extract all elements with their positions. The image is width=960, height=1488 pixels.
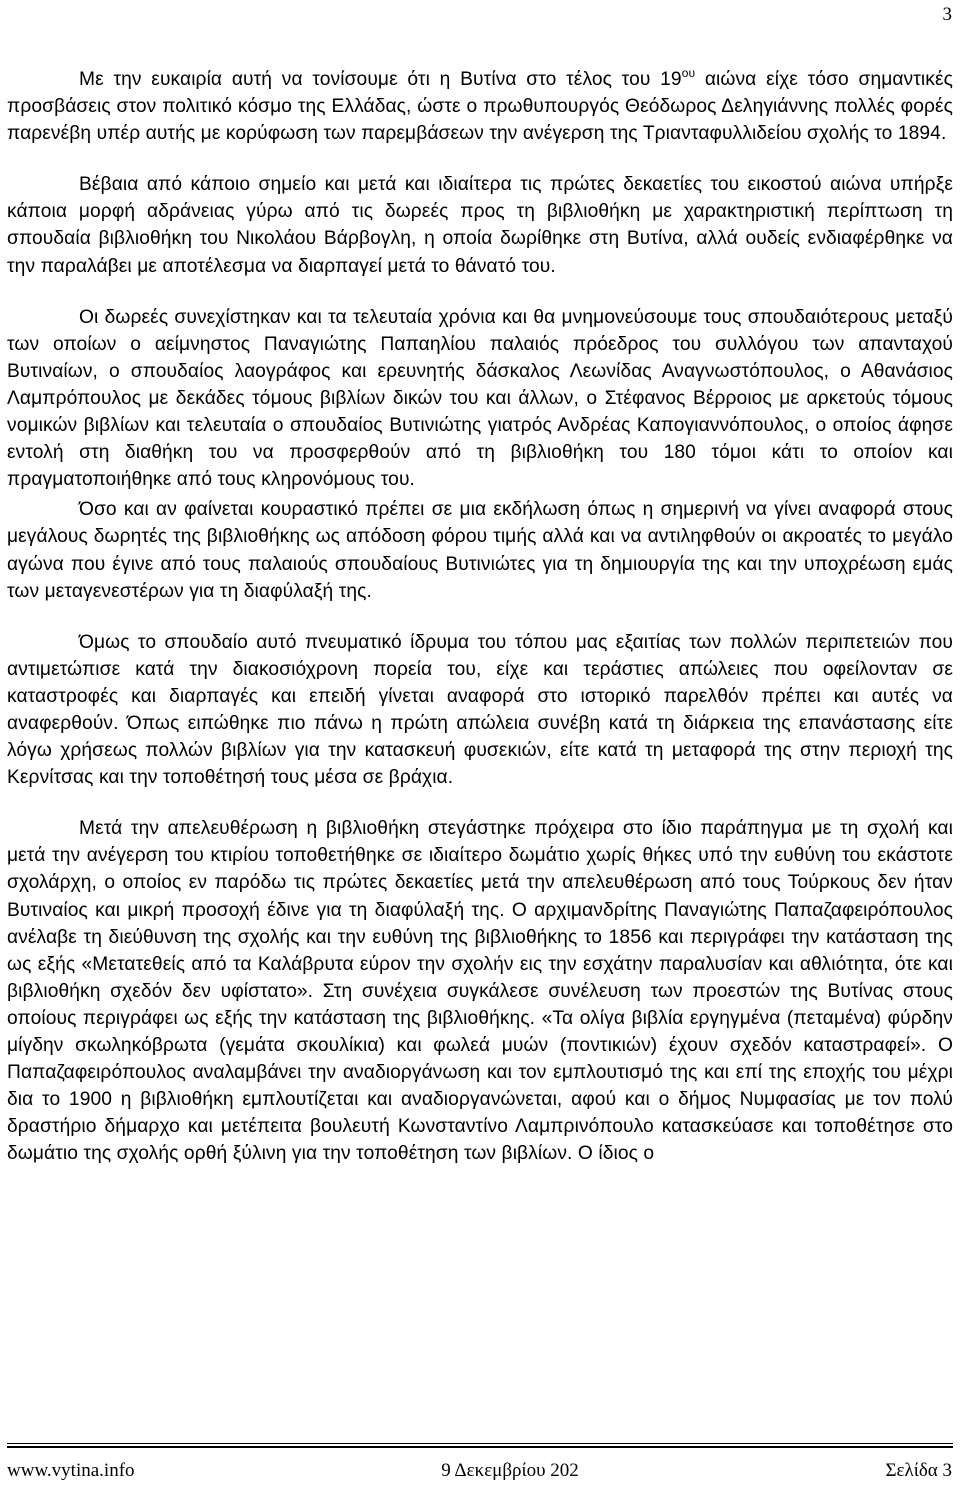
document-body (7, 66, 953, 1167)
footer-site: www.vytina.info (7, 1460, 135, 1481)
paragraph-2: Βέβαια από κάποιο σημείο και μετά και ιδιαίτερα τις πρώτες δεκαετίες του εικοστού αιώνα υπήρξε κάποια μορφή αδράνειας γύρω από τις δωρεές προς τη βιβλιοθήκη με χαρακτηριστική περίπτωση τη σπουδαία βιβλιοθήκη του Νικολάου Βάρβογλη, η οποία δωρίθηκε στη Βυτίνα, αλλά ουδείς ενδιαφέρθηκε να την παραλάβει με αποτέλεσμα να διαρπαγεί μετά το θάνατό του. (7, 174, 953, 277)
paragraph-3: Οι δωρεές συνεχίστηκαν και τα τελευταία χρόνια και θα μνημονεύσουμε τους σπουδαιότερους μεταξύ των οποίων ο αείμνηστος Παναγιώτης Παπαηλίου παλαιός πρόεδρος του συλλόγου των απανταχού Βυτιναίων, ο σπουδαίος λαογράφος και ερευνητής δάσκαλος Λεωνίδας Αναγνωστόπουλος, ο Αθανάσιος Λαμπρόπουλος με δεκάδες τόμους βιβλίων δικών του και άλλων, ο Στέφανος Βέρροιος με αρκετούς τόμους νομικών βιβλίων και τελευταία ο σπουδαίος Βυτινιώτης γιατρός Ανδρέας Καπογιαννόπουλος, ο οποίος άφησε εντολή στη διαθήκη του να προσφερθούν από τη βιβλιοθήκη του 180 τόμοι κάτι το οποίον και πραγματοποιήθηκε από τους κληρονόμους του. (7, 306, 953, 491)
paragraph-5: Όμως το σπουδαίο αυτό πνευματικό ίδρυμα του τόπου μας εξαιτίας των πολλών περιπετειών που αντιμετώπισε κατά την διακοσιόχρονη πορεία του, είχε και τεράστιες απώλειες που οφείλονταν σε καταστροφές και διαρπαγές και επειδή γίνεται αναφορά στο ιστορικό παρελθόν πρέπει και αυτές να αναφερθούν. Όπως ειπώθηκε πιο πάνω η πρώτη απώλεια συνέβη κατά τη διάρκεια της επανάστασης είτε λόγω χρήσεως πολλών βιβλίων για την κατασκευή φυσεκιών, είτε κατά τη μεταφορά της στην περιοχή της Κερνίτσας και την τοποθέτησή τους μέσα σε βράχια. (7, 631, 953, 789)
paragraph-1-text-b: αιώνα είχε τόσο σημαντικές προσβάσεις στον πολιτικό κόσμο της Ελλάδας, ώστε ο πρωθυπουργός Θεόδωρος Δεληγιάννης πολλές φορές παρενέβη υπέρ αυτής με κορύφωση των παρεμβάσεων την ανέγερση της Τριανταφυλλιδείου σχολής το 1894. (7, 69, 953, 145)
footer-divider (7, 1443, 953, 1444)
footer-page: Σελίδα 3 (885, 1460, 952, 1481)
ordinal-superscript: ου (681, 66, 696, 80)
paragraph-1-text-a: Με την ευκαιρία αυτή να τονίσουμε ότι η Βυτίνα στο τέλος του 19 (79, 69, 682, 90)
page-footer (7, 1460, 952, 1482)
paragraph-4: Όσο και αν φαίνεται κουραστικό πρέπει σε μια εκδήλωση όπως η σημερινή να γίνει αναφορά στους μεγάλους δωρητές της βιβλιοθήκης ως απόδοση φόρου τιμής αλλά και να αντιληφθούν οι ακροατές το μεγάλο αγώνα που έγινε από τους παλαιούς σπουδαίους Βυτινιώτες για τη δημιουργία της και την υποχρέωση εμάς των μεταγενεστέρων για τη διαφύλαξή της. (7, 499, 953, 602)
paragraph-1 (7, 66, 953, 147)
footer-date: 9 Δεκεμβρίου 202 (441, 1460, 579, 1481)
paragraph-6: Μετά την απελευθέρωση η βιβλιοθήκη στεγάστηκε πρόχειρα στο ίδιο παράπηγμα με τη σχολή και μετά την ανέγερση του κτιρίου τοποθετήθηκε σε ιδιαίτερο δωμάτιο χωρίς θήκες υπό την ευθύνη του εκάστοτε σχολάρχη, ο οποίος εν παρόδω τις πρώτες δεκαετίες μετά την απελευθέρωση από τους Τούρκους δεν ήταν Βυτιναίος και μικρή προσοχή έδινε για τη διαφύλαξή της. Ο αρχιμανδρίτης Παναγιώτης Παπαζαφειρόπουλος ανέλαβε τη διεύθυνση της σχολής και την ευθύνη της βιβλιοθήκης το 1856 και περιγράφει την κατάσταση της ως εξής «Μετατεθείς από τα Καλάβρυτα εύρον την σχολήν εις την εσχάτην παραλυσίαν και αθλιότητα, ότε και βιβλιοθήκη σχεδόν δεν υφίστατο». Στη συνέχεια συγκάλεσε συνέλευση των προεστών της Βυτίνας στους οποίους περιγράφει ως εξής την κατάσταση της βιβλιοθήκης. «Τα ολίγα βιβλία εργηγμένα (πεταμένα) φύρδην μίγδην σκωληκόβρωτα (γεμάτα σκουλίκια) και φωλεά μυών (ποντικιών) έχουν σχεδόν καταστραφεί». Ο Παπαζαφειρόπουλος αναλαμβάνει την αναδιοργάνωση και τον εμπλουτισμό της και επί της εποχής του μέχρι δια το 1900 η βιβλιοθήκη εμπλουτίζεται και αναδιοργανώνεται, αφού και ο δήμος Νυμφασίας με τον πολύ δραστήριο δήμαρχο και μετέπειτα βουλευτή Κωνσταντίνο Λαμπρινόπουλο κατασκεύασε και τοποθέτησε στο δωμάτιο της σχολής ορθή ξύλινη για την τοποθέτηση των βιβλίων. Ο ίδιος ο (7, 818, 953, 1165)
footer-divider-thick (7, 1446, 953, 1448)
page-number: 3 (942, 4, 952, 25)
